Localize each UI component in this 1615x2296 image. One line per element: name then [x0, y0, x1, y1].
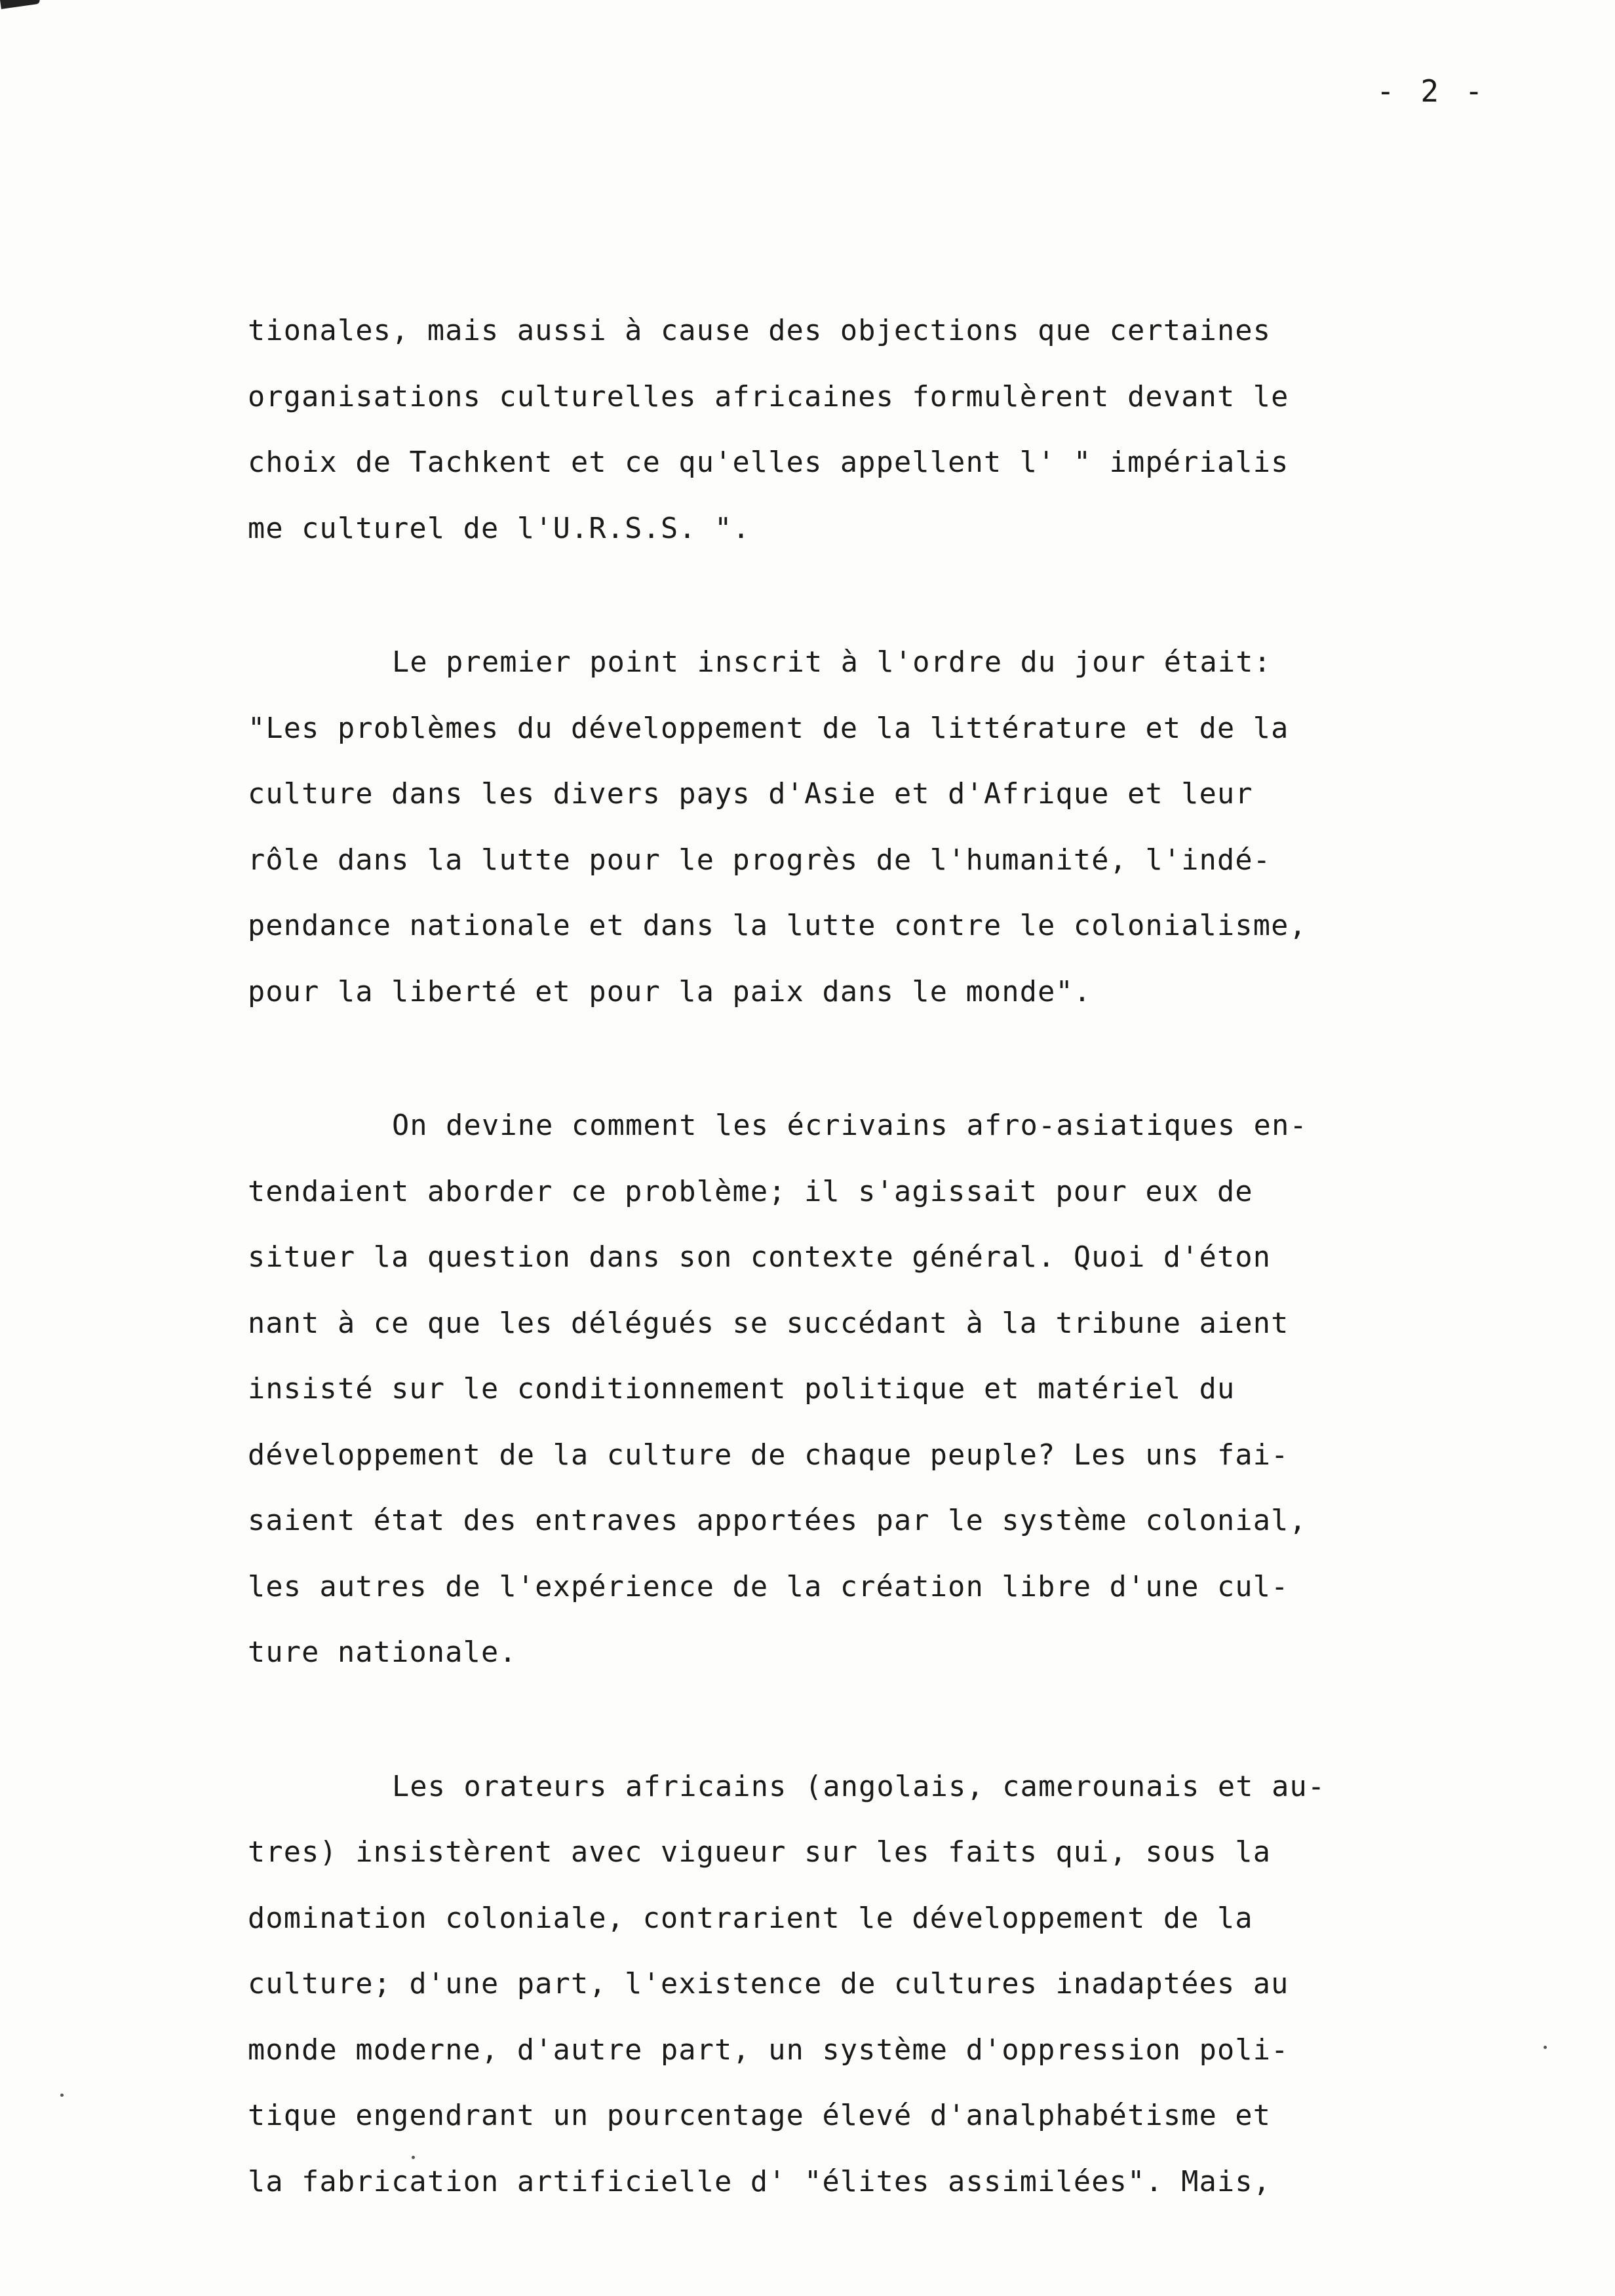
text-line: développement de la culture de chaque peuple? Les uns fai-	[248, 1438, 1289, 1472]
text-line: situer la question dans son contexte général. Quoi d'éton	[248, 1241, 1272, 1274]
text-line: tionales, mais aussi à cause des objections que certaines	[248, 315, 1272, 347]
text-line: les autres de l'expérience de la création libre d'une cul-	[248, 1570, 1289, 1603]
text-line: me culturel de l'U.R.S.S. ".	[248, 512, 750, 545]
text-line: culture; d'une part, l'existence de cultures inadaptées au	[248, 1968, 1289, 2000]
text-line: tique engendrant un pourcentage élevé d'analphabétisme et	[248, 2099, 1272, 2132]
text-line: Le premier point inscrit à l'ordre du jour était:	[392, 646, 1272, 679]
text-line: tres) insistèrent avec vigueur sur les faits qui, sous la	[248, 1836, 1272, 1869]
text-line: "Les problèmes du développement de la littérature et de la	[248, 712, 1289, 745]
scan-speck	[412, 2156, 415, 2159]
paragraph-2	[248, 630, 1414, 1025]
paragraph-3	[248, 1093, 1414, 1686]
text-line: la fabrication artificielle d' "élites assimilées". Mais,	[248, 2165, 1272, 2198]
text-line: On devine comment les écrivains afro-asiatiques en-	[392, 1109, 1308, 1142]
text-line: Les orateurs africains (angolais, camerounais et au-	[392, 1770, 1326, 1803]
text-line: pour la liberté et pour la paix dans le monde".	[248, 975, 1092, 1008]
text-line: tendaient aborder ce problème; il s'agissait pour eux de	[248, 1175, 1253, 1208]
text-line: monde moderne, d'autre part, un système d'oppression poli-	[248, 2033, 1289, 2067]
text-line: organisations culturelles africaines formulèrent devant le	[248, 380, 1289, 413]
paragraph-4	[248, 1754, 1414, 2215]
text-line: insisté sur le conditionnement politique et matériel du	[248, 1373, 1236, 1406]
text-line: saient état des entraves apportées par le système colonial,	[248, 1504, 1307, 1537]
scan-speck	[60, 2094, 64, 2097]
scan-corner-mark	[0, 0, 40, 9]
text-line: ture nationale.	[248, 1636, 517, 1669]
text-line: nant à ce que les délégués se succédant à la tribune aient	[248, 1307, 1289, 1340]
text-line: rôle dans la lutte pour le progrès de l'humanité, l'indé-	[248, 843, 1272, 877]
paragraph-1	[248, 298, 1414, 562]
body-text	[248, 298, 1414, 2215]
page-number: - 2 -	[1376, 73, 1487, 109]
text-line: culture dans les divers pays d'Asie et d'Afrique et leur	[248, 778, 1253, 811]
text-line: choix de Tachkent et ce qu'elles appellent l' " impérialis	[248, 446, 1289, 479]
text-line: pendance nationale et dans la lutte contre le colonialisme,	[248, 909, 1307, 942]
text-line: domination coloniale, contrarient le développement de la	[248, 1902, 1253, 1935]
scan-speck	[1544, 2046, 1547, 2049]
